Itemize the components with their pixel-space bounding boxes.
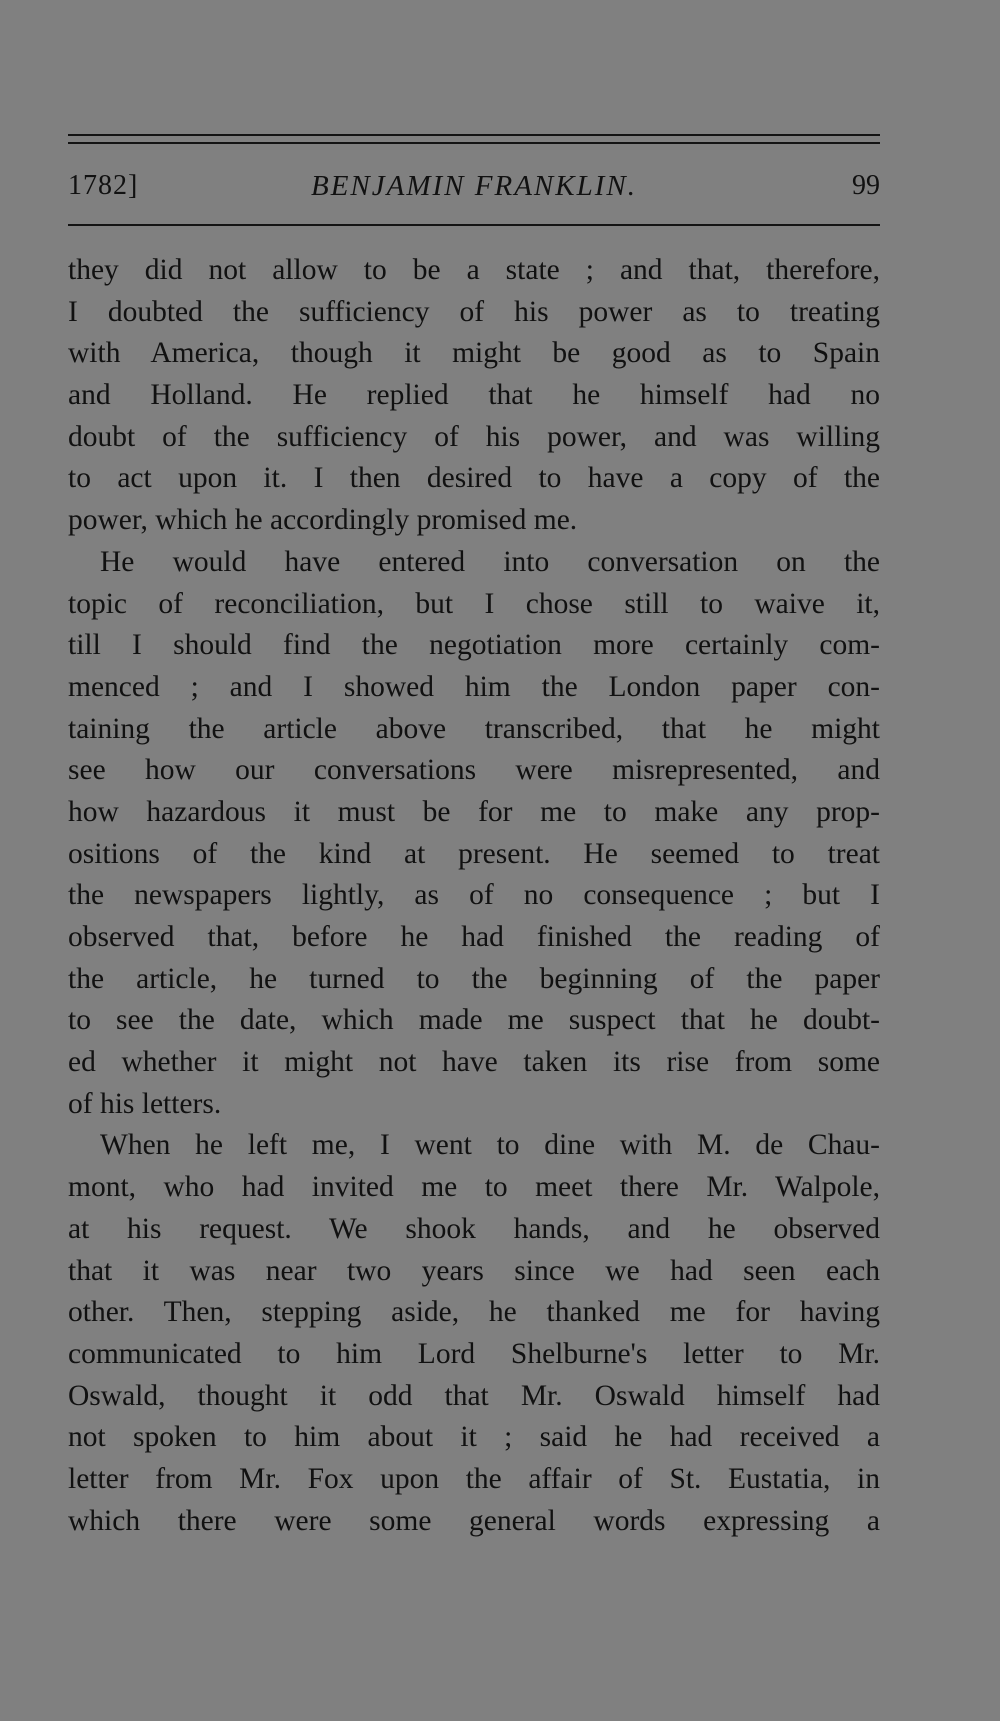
- text-line: of his letters.: [68, 1087, 222, 1120]
- text-line: observed that, before he had finished the reading of: [68, 921, 880, 953]
- text-line: to act upon it. I then desired to have a copy of the: [68, 462, 880, 495]
- text-line: mont, who had invited me to meet there Mr. Walpole,: [68, 1171, 880, 1204]
- text-line: they did not allow to be a state ; and that, therefore,: [68, 254, 880, 286]
- text-line: He would have entered into conversation on the: [100, 545, 880, 578]
- text-line: I doubted the sufficiency of his power as to treating: [68, 295, 880, 328]
- paragraph: [68, 542, 880, 1126]
- book-page: [68, 0, 880, 1721]
- text-line: that it was near two years since we had seen each: [68, 1254, 880, 1287]
- text-line: the article, he turned to the beginning of the paper: [68, 962, 880, 995]
- text-line: Oswald, thought it odd that Mr. Oswald himself had: [68, 1379, 880, 1412]
- text-line: not spoken to him about it ; said he had received a: [68, 1421, 880, 1454]
- text-line: the newspapers lightly, as of no consequence ; but I: [68, 879, 880, 912]
- text-line: ositions of the kind at present. He seemed to treat: [68, 837, 880, 870]
- page-number: 99: [852, 170, 880, 201]
- header-rule-top: [68, 134, 880, 136]
- running-head: [68, 170, 880, 210]
- text-line: letter from Mr. Fox upon the affair of St. Eustatia, in: [68, 1462, 880, 1495]
- text-line: and Holland. He replied that he himself had no: [68, 379, 880, 412]
- text-line: with America, though it might be good as to Spain: [68, 337, 880, 370]
- text-line: taining the article above transcribed, that he might: [68, 712, 880, 745]
- text-line: doubt of the sufficiency of his power, and was willing: [68, 420, 880, 453]
- text-line: menced ; and I showed him the London paper con-: [68, 670, 880, 703]
- header-rule-top-inner: [68, 142, 880, 144]
- paragraph: [68, 250, 880, 542]
- text-line: how hazardous it must be for me to make any prop-: [68, 795, 880, 828]
- header-rule-bottom: [68, 224, 880, 226]
- text-line: at his request. We shook hands, and he observed: [68, 1212, 880, 1245]
- paragraph: [68, 1125, 880, 1542]
- text-line: till I should find the negotiation more certainly com-: [68, 629, 880, 662]
- running-head-year: 1782]: [68, 170, 139, 201]
- text-line: to see the date, which made me suspect that he doubt-: [68, 1004, 880, 1037]
- text-line: power, which he accordingly promised me.: [68, 504, 578, 537]
- running-head-title: BENJAMIN FRANKLIN.: [311, 170, 637, 202]
- body-text: [68, 250, 880, 1542]
- text-line: When he left me, I went to dine with M. de Chau-: [100, 1129, 880, 1162]
- text-line: topic of reconciliation, but I chose still to waive it,: [68, 587, 880, 620]
- text-line: which there were some general words expressing a: [68, 1504, 880, 1537]
- text-line: other. Then, stepping aside, he thanked me for having: [68, 1296, 880, 1329]
- text-line: ed whether it might not have taken its rise from some: [68, 1046, 880, 1079]
- text-line: communicated to him Lord Shelburne's letter to Mr.: [68, 1337, 880, 1370]
- text-line: see how our conversations were misrepresented, and: [68, 754, 880, 787]
